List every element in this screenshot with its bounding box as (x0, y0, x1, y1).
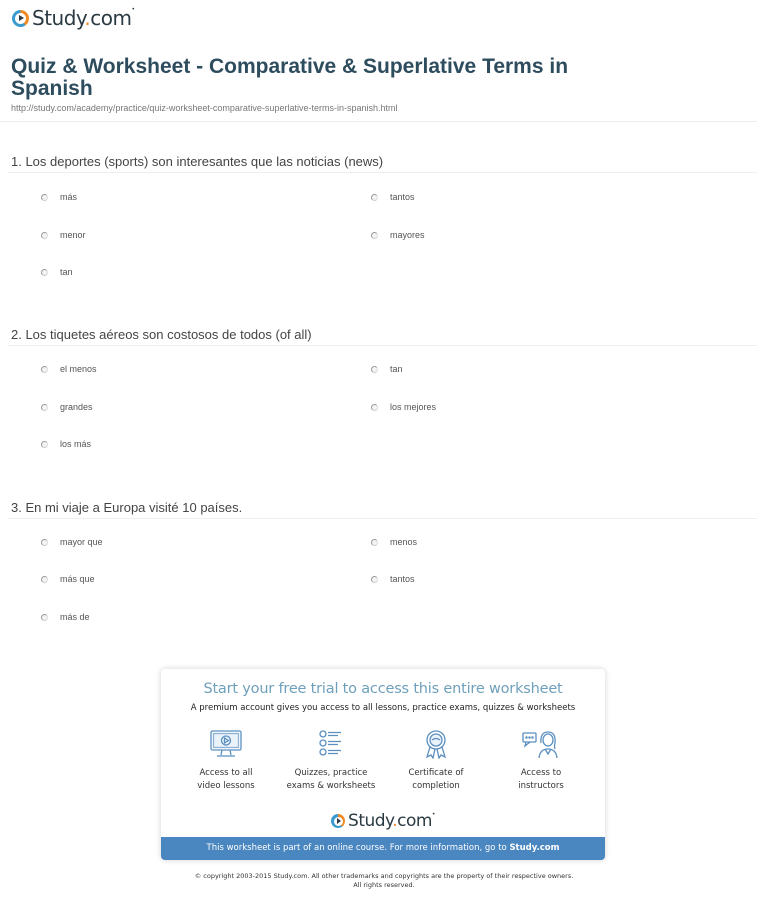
question-1-option[interactable] (371, 192, 415, 202)
question-2-divider (8, 345, 757, 346)
checklist-icon (314, 729, 348, 759)
option-label: más de (60, 612, 90, 622)
question-2-option[interactable] (41, 364, 97, 374)
option-label: mayor que (60, 537, 103, 547)
option-label: el menos (60, 364, 97, 374)
radio-button[interactable] (41, 614, 48, 621)
feature-label-line1: Certificate of (408, 768, 464, 778)
option-label: grandes (60, 402, 93, 412)
feature-quizzes (281, 729, 381, 793)
question-1-option[interactable] (371, 230, 425, 240)
feature-label-line1: Access to (520, 768, 562, 778)
radio-button[interactable] (41, 441, 48, 448)
study-logo[interactable] (12, 7, 135, 29)
certificate-ribbon-icon (419, 729, 453, 759)
question-1-option[interactable] (41, 192, 77, 202)
radio-button[interactable] (41, 539, 48, 546)
question-3-option[interactable] (41, 574, 95, 584)
radio-button[interactable] (41, 404, 48, 411)
feature-certificate (386, 729, 486, 793)
question-3-option[interactable] (41, 537, 103, 547)
instructor-chat-icon (521, 729, 561, 759)
option-label: más que (60, 574, 95, 584)
promo-headline: Start your free trial to access this entire worksheet (203, 681, 563, 697)
radio-button[interactable] (41, 232, 48, 239)
radio-button[interactable] (41, 576, 48, 583)
radio-button[interactable] (371, 576, 378, 583)
copyright-footer (0, 872, 768, 890)
question-2-option[interactable] (41, 402, 93, 412)
study-com-link[interactable]: Study.com (509, 843, 560, 853)
feature-instructors (491, 729, 591, 793)
radio-button[interactable] (371, 539, 378, 546)
radio-button[interactable] (41, 269, 48, 276)
page-url[interactable]: http://study.com/academy/practice/quiz-worksheet-comparative-superlative-terms-in-spanish.html (11, 103, 398, 113)
promo-subline: A premium account gives you access to all lessons, practice exams, quizzes & worksheets (190, 703, 576, 713)
option-label: tantos (390, 574, 415, 584)
question-3-option[interactable] (371, 574, 415, 584)
question-2-option[interactable] (371, 402, 436, 412)
option-label: tantos (390, 192, 415, 202)
logo-wordmark: Study.com• (348, 811, 435, 831)
radio-button[interactable] (371, 232, 378, 239)
option-label: menos (390, 537, 418, 547)
radio-button[interactable] (371, 194, 378, 201)
header-divider (0, 121, 757, 122)
promo-bar-text: This worksheet is part of an online course. For more information, go to (206, 843, 510, 853)
option-label: los más (60, 439, 92, 449)
question-3-option[interactable] (371, 537, 417, 547)
question-1-divider (8, 172, 757, 173)
option-label: tan (60, 267, 73, 277)
option-label: más (60, 192, 78, 202)
feature-video-lessons (176, 729, 276, 793)
question-1-text: 1. Los deportes (sports) son interesantes que las noticias (news) (11, 154, 384, 169)
page-title: Quiz & Worksheet - Comparative & Superlative Terms in Spanish (11, 55, 569, 100)
question-1-option[interactable] (41, 267, 73, 277)
promo-study-logo[interactable] (161, 811, 605, 831)
question-3-option[interactable] (41, 612, 90, 622)
option-label: mayores (390, 230, 425, 240)
video-monitor-icon (209, 729, 243, 759)
option-label: tan (390, 364, 403, 374)
feature-label-line1: Quizzes, practice (294, 768, 368, 778)
option-label: los mejores (390, 402, 437, 412)
radio-button[interactable] (371, 366, 378, 373)
radio-button[interactable] (371, 404, 378, 411)
feature-label-line2: instructors (518, 781, 564, 791)
copyright-line-2: All rights reserved. (353, 881, 415, 889)
feature-label-line1: Access to all (199, 768, 253, 778)
question-3-divider (8, 518, 757, 519)
logo-wordmark: Study.com• (32, 6, 135, 30)
feature-label-line2: completion (412, 781, 460, 791)
question-1-option[interactable] (41, 230, 86, 240)
feature-label-line2: exams & worksheets (286, 781, 376, 791)
option-label: menor (60, 230, 86, 240)
radio-button[interactable] (41, 194, 48, 201)
play-logo-icon (12, 10, 29, 27)
feature-label-line2: video lessons (197, 781, 255, 791)
play-logo-icon (331, 814, 345, 828)
question-2-option[interactable] (41, 439, 91, 449)
question-3-text: 3. En mi viaje a Europa visité 10 países. (11, 500, 243, 515)
promo-info-bar (161, 837, 605, 860)
radio-button[interactable] (41, 366, 48, 373)
free-trial-promo[interactable] (161, 669, 605, 860)
question-2-text: 2. Los tiquetes aéreos son costosos de todos (of all) (11, 327, 312, 342)
copyright-line-1: © copyright 2003-2015 Study.com. All other trademarks and copyrights are the property of their respective owners. (194, 872, 574, 880)
question-2-option[interactable] (371, 364, 403, 374)
